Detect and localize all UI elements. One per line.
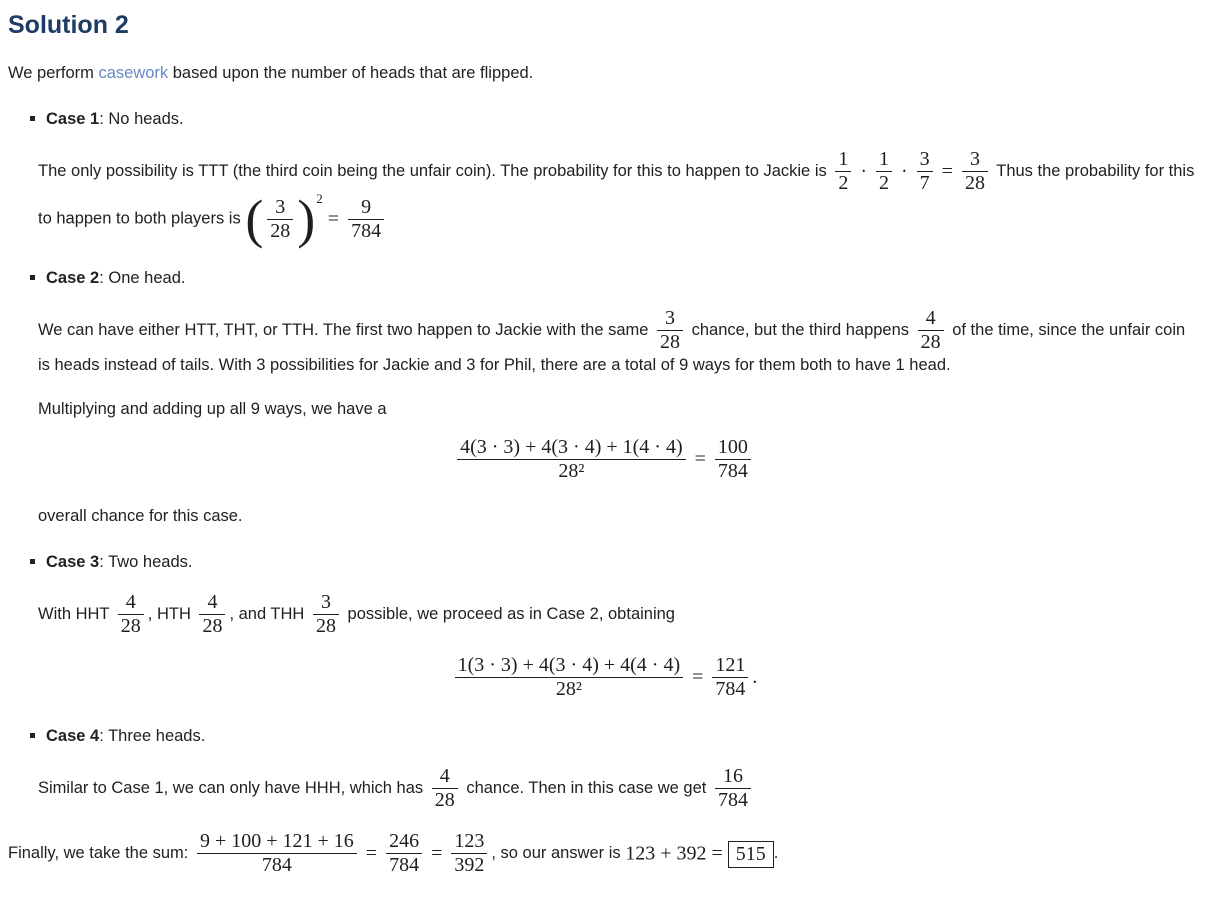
fraction-numerator: 100 [717,436,748,458]
fraction-denominator: 28 [918,330,944,354]
fraction-numerator: 121 [715,654,746,676]
fraction-numerator: 123 [454,830,485,852]
prose-text: Thus the probability for this to happen to both players is [38,161,1195,228]
prose-text: , so our answer is [491,843,626,862]
prose-text: . [773,843,779,862]
fraction-numerator: 4 [125,591,136,613]
intro-text-pre: We perform [8,64,99,82]
case2-desc: : One head. [99,269,186,287]
math-text: = [687,666,709,688]
math-text: = [360,842,383,865]
fraction-numerator: 9 [361,195,372,218]
math-text: = [322,208,345,230]
fraction-denominator: 784 [386,853,422,877]
prose-text: Finally, we take the sum: [8,843,193,862]
boxed-answer: 515 [728,841,774,868]
fraction-numerator: 3 [665,307,676,329]
case1-label: Case 1 [46,110,100,128]
case2-paragraph-1 [38,307,1200,376]
fraction-numerator: 9 + 100 + 121 + 16 [199,830,354,852]
fraction-denominator: 7 [917,171,933,195]
math-fraction [451,830,487,877]
prose-text: , and THH [229,604,309,623]
case3-paragraph [38,591,1200,638]
fraction-denominator: 2 [876,171,892,195]
fraction-numerator: 1 [879,148,889,170]
math-fraction [313,591,339,638]
math-fraction [918,307,944,354]
case4-label: Case 4 [46,727,100,745]
page-title: Solution 2 [8,11,129,39]
fraction-numerator: 4 [439,765,450,787]
math-fraction [917,148,933,195]
fraction-denominator: 784 [197,853,357,877]
case3-label: Case 3 [46,553,100,571]
fraction-denominator: 784 [348,219,384,243]
case2-bullet [30,267,1200,289]
math-fraction [835,148,851,195]
fraction-denominator: 28 [118,614,144,638]
fraction-denominator: 2 [835,171,851,195]
fraction-numerator: 4(3 · 3) + 4(3 · 4) + 1(4 · 4) [460,436,683,458]
math-exponent: 2 [316,191,323,207]
fraction-numerator: 3 [275,195,286,218]
prose-text: , HTH [147,604,196,623]
case1-desc: : No heads. [99,110,184,128]
math-fraction [657,307,683,354]
math-text: = [936,160,958,183]
fraction-numerator: 1(3 · 3) + 4(3 · 4) + 4(4 · 4) [457,654,681,676]
right-paren-icon: ) [297,189,316,249]
math-fraction [432,765,458,812]
math-fraction [386,830,422,877]
prose-text: With HHT [38,604,114,623]
case2-label: Case 2 [46,269,100,287]
prose-text: We can have either HTT, THT, or TTH. The first two happen to Jackie with the same [38,320,654,339]
fraction-numerator: 4 [207,591,218,613]
case4-bullet [30,725,1200,747]
math-text: 123 + 392 = [625,842,728,865]
fraction-numerator: 1 [838,148,849,170]
bullet-square-icon [30,733,35,738]
prose-text: The only possibility is TTT (the third coin being the unfair coin). The probability for this to happen to Jackie is [38,161,832,180]
fraction-denominator: 28 [267,219,293,243]
case1-bullet [30,108,1200,130]
prose-text: chance, but the third happens [687,320,914,339]
math-fraction [715,765,751,812]
math-fraction [197,830,357,877]
math-fraction [712,654,748,701]
case3-desc: : Two heads. [99,553,193,571]
final-paragraph [8,830,1200,877]
fraction-numerator: 4 [925,307,936,329]
fraction-numerator: 246 [389,830,420,852]
math-fraction [455,654,684,701]
math-text: · [855,160,872,183]
math-text: = [426,842,448,865]
fraction-numerator: 3 [919,148,930,170]
intro-text-post: based upon the number of heads that are flipped. [168,64,534,82]
fraction-denominator: 784 [715,788,751,812]
math-fraction [876,148,892,195]
math-paren-group [245,189,323,249]
math-fraction [267,196,293,243]
case2-paragraph-3: overall chance for this case. [38,507,243,525]
case3-bullet [30,551,1200,573]
case2-display-equation [8,436,1200,483]
prose-text: possible, we proceed as in Case 2, obtaining [342,604,675,623]
fraction-denominator: 784 [712,677,748,701]
prose-text: of the time, since the unfair coin is heads instead of tails. With 3 possibilities for Jackie and 3 for Phil, there are a total of 9 ways for them both to have 1 head. [38,320,1186,374]
case2-paragraph-2: Multiplying and adding up all 9 ways, we have a [38,400,387,418]
prose-text: Similar to Case 1, we can only have HHH, which has [38,778,428,797]
math-fraction [348,196,384,243]
bullet-square-icon [30,275,35,280]
case1-paragraph [38,148,1200,249]
math-fraction [715,436,751,483]
left-paren-icon: ( [245,189,264,249]
fraction-denominator: 28² [457,459,686,483]
case3-display-equation [8,654,1200,701]
fraction-denominator: 392 [451,853,487,877]
math-text: . [752,666,758,688]
bullet-square-icon [30,559,35,564]
fraction-denominator: 28 [432,788,458,812]
bullet-square-icon [30,116,35,121]
casework-link[interactable]: casework [98,64,169,82]
fraction-denominator: 28 [199,614,225,638]
case4-paragraph [38,765,1200,812]
math-fraction [199,591,225,638]
math-fraction [457,436,686,483]
fraction-denominator: 28 [313,614,339,638]
fraction-denominator: 28 [657,330,683,354]
case4-desc: : Three heads. [99,727,206,745]
fraction-numerator: 3 [969,148,980,170]
math-fraction [118,591,144,638]
prose-text: chance. Then in this case we get [461,778,711,797]
fraction-numerator: 16 [722,765,743,787]
intro-paragraph [8,62,1200,84]
fraction-denominator: 784 [715,459,751,483]
fraction-denominator: 28 [962,171,988,195]
fraction-denominator: 28² [455,677,684,701]
math-text: · [896,160,913,183]
math-text: = [689,448,711,470]
math-fraction [962,148,988,195]
fraction-numerator: 3 [320,591,331,613]
